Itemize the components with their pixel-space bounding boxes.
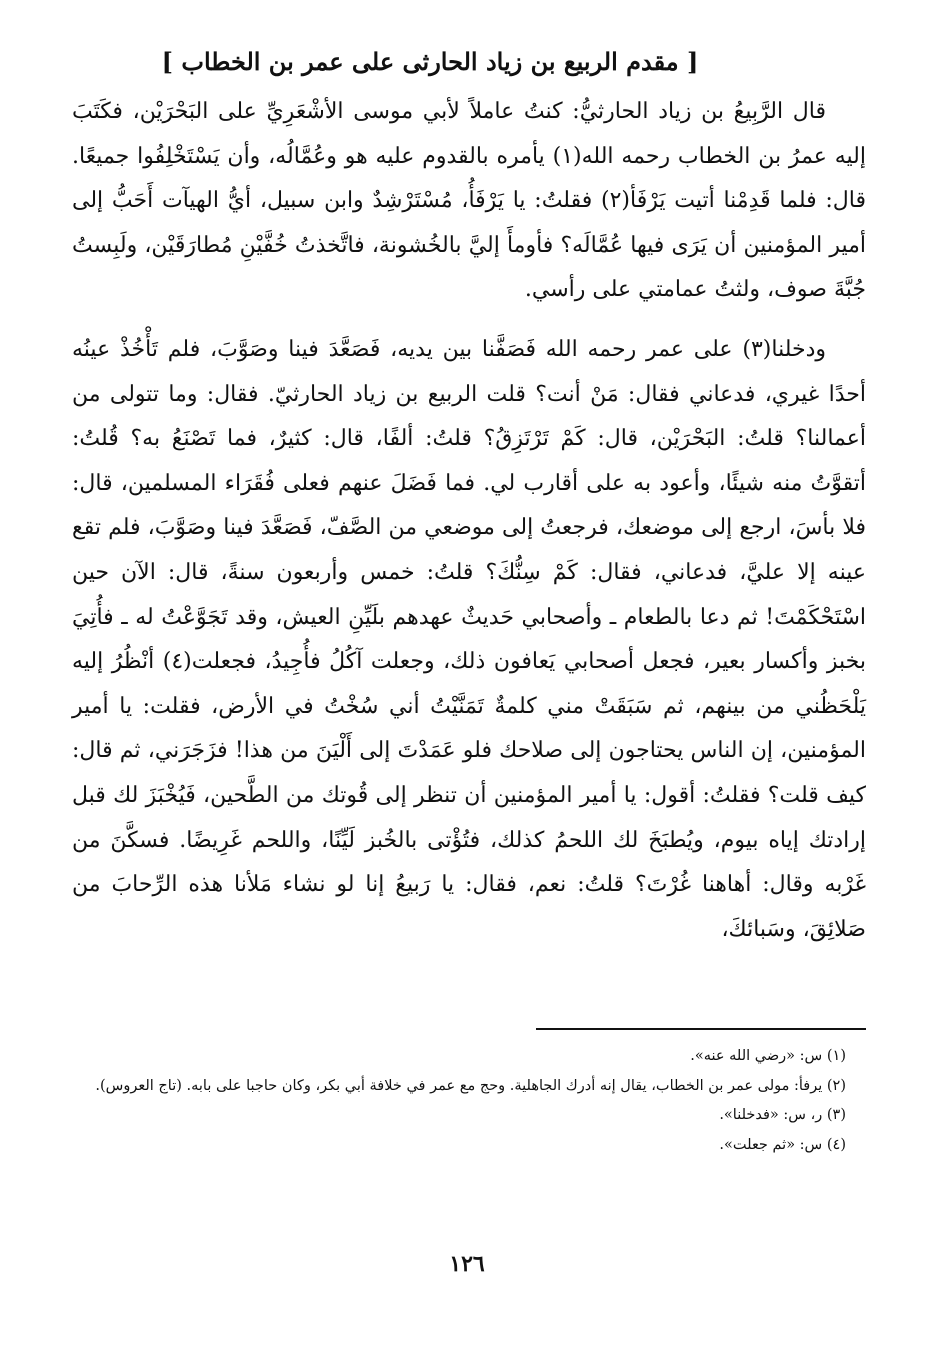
footnote-2: (٢) يرفأ: مولى عمر بن الخطاب، يقال إنه أدرك الجاهلية. وحج مع عمر في خلافة أبي بكر، وكان حاجبا على بابه. (تاج العروس). xyxy=(95,1077,846,1094)
footnote-1: (١) س: «رضي الله عنه». xyxy=(690,1048,846,1064)
paragraph-2: ودخلنا(٣) على عمر رحمه الله فَصَفَّنا بين يديه، فَصَعَّدَ فينا وصَوَّبَ، فلم تَأْخُذْ عينُه أحدًا غيري، فدعاني فقال: مَنْ أنت؟ قلت الربيع بن زياد الحارثيّ. فقال: وما تتولى من أعمالنا؟ قلتُ: البَحْرَيْن، قال: كَمْ تَرْتَزِقُ؟ قلتُ: ألفًا، قال: كثيرٌ، فما تَصْنَعُ به؟ قُلتُ: أتقوَّتُ منه شيئًا، وأعود به على أقارب لي. فما فَضَلَ عنهم فعلى فُقَرَاء المسلمين، قال: فلا بأسَ، ارجع إلى موضعك، فرجعتُ إلى موضعي من الصَّفّ، فَصَعَّدَ فينا وصَوَّبَ، فلم تقع عينه إلا عليَّ، فدعاني، فقال: كَمْ سِنُّكَ؟ قلتُ: خمس وأربعون سنةً، قال: الآن حين اسْتَحْكَمْتَ! ثم دعا بالطعام ـ وأصحابي حَديثٌ عهدهم بلَيِّنِ العيش، وقد تَجَوَّعْتُ له ـ فأُتِيَ بخبز وأكسار بعير، فجعل أصحابي يَعافون ذلك، وجعلت آكُلُ فأُجِيدُ، فجعلت(٤) أنْظُرُ إليه يَلْحَظُني من بينهم، ثم سَبَقَتْ مني كلمةٌ تَمَنَّيْتُ أني سُخْتُ في الأرض، فقلت: يا أمير المؤمنين، إن الناس يحتاجون إلى صلاحك فلو عَمَدْتَ إلى أَلْيَنَ من هذا! فزَجَرَني، ثم قال: كيف قلت؟ فقلتُ: أقول: يا أمير المؤمنين أن تنظر إلى قُوتك من الطَّحين، فَيُخْبَزَ لك قبل إرادتك إياه بيوم، ويُطبَخَ لك اللحمُ كذلك، فتُؤْتى بالخُبز لَيِّنًا، واللحم غَرِيضًا. فسكَّنَ من غَرْبه وقال: أهاهنا غُرْتَ؟ قلتُ: نعم، فقال: يا رَبيعُ إنا لو نشاء مَلأنا هذه الرِّحابَ من صَلائِقَ، وسَبائكَ، xyxy=(72,336,867,942)
paragraph-1: قال الرَّبِيعُ بن زياد الحارثيُّ: كنتُ عاملاً لأبي موسى الأشْعَرِيِّ على البَحْرَيْن، فكَتَبَ إليه عمرُ بن الخطاب رحمه الله(١) يأمره بالقدوم عليه هو وعُمَّالُه، وأن يَسْتَخْلِفُوا جميعًا. قال: فلما قَدِمْنا أتيت يَرْفَأ(٢) فقلتُ: يا يَرْفَأُ، مُسْتَرْشِدٌ وابن سبيل، أيُّ الهيآت أَحَبُّ إلى أمير المؤمنين أن يَرَى فيها عُمَّالَه؟ فأومأَ إليَّ بالخُشونة، فاتَّخذتُ خُفَّيْنِ مُطارَقَيْن، ولَبِستُ جُبَّةَ صوف، ولثتُ عمامتي على رأسي. xyxy=(72,99,867,303)
footnote-3: (٣) ر، س: «فدخلنا». xyxy=(719,1107,846,1124)
footnote-4: (٤) س: «ثم جعلت». xyxy=(719,1136,846,1153)
footnotes xyxy=(60,1042,846,1160)
main-text xyxy=(72,90,866,952)
page-number: ١٢٦ xyxy=(449,1251,485,1277)
running-head: [ مقدم الربيع بن زياد الحارثى على عمر بن الخطاب ] xyxy=(161,47,699,76)
footnote-divider xyxy=(536,1028,866,1030)
